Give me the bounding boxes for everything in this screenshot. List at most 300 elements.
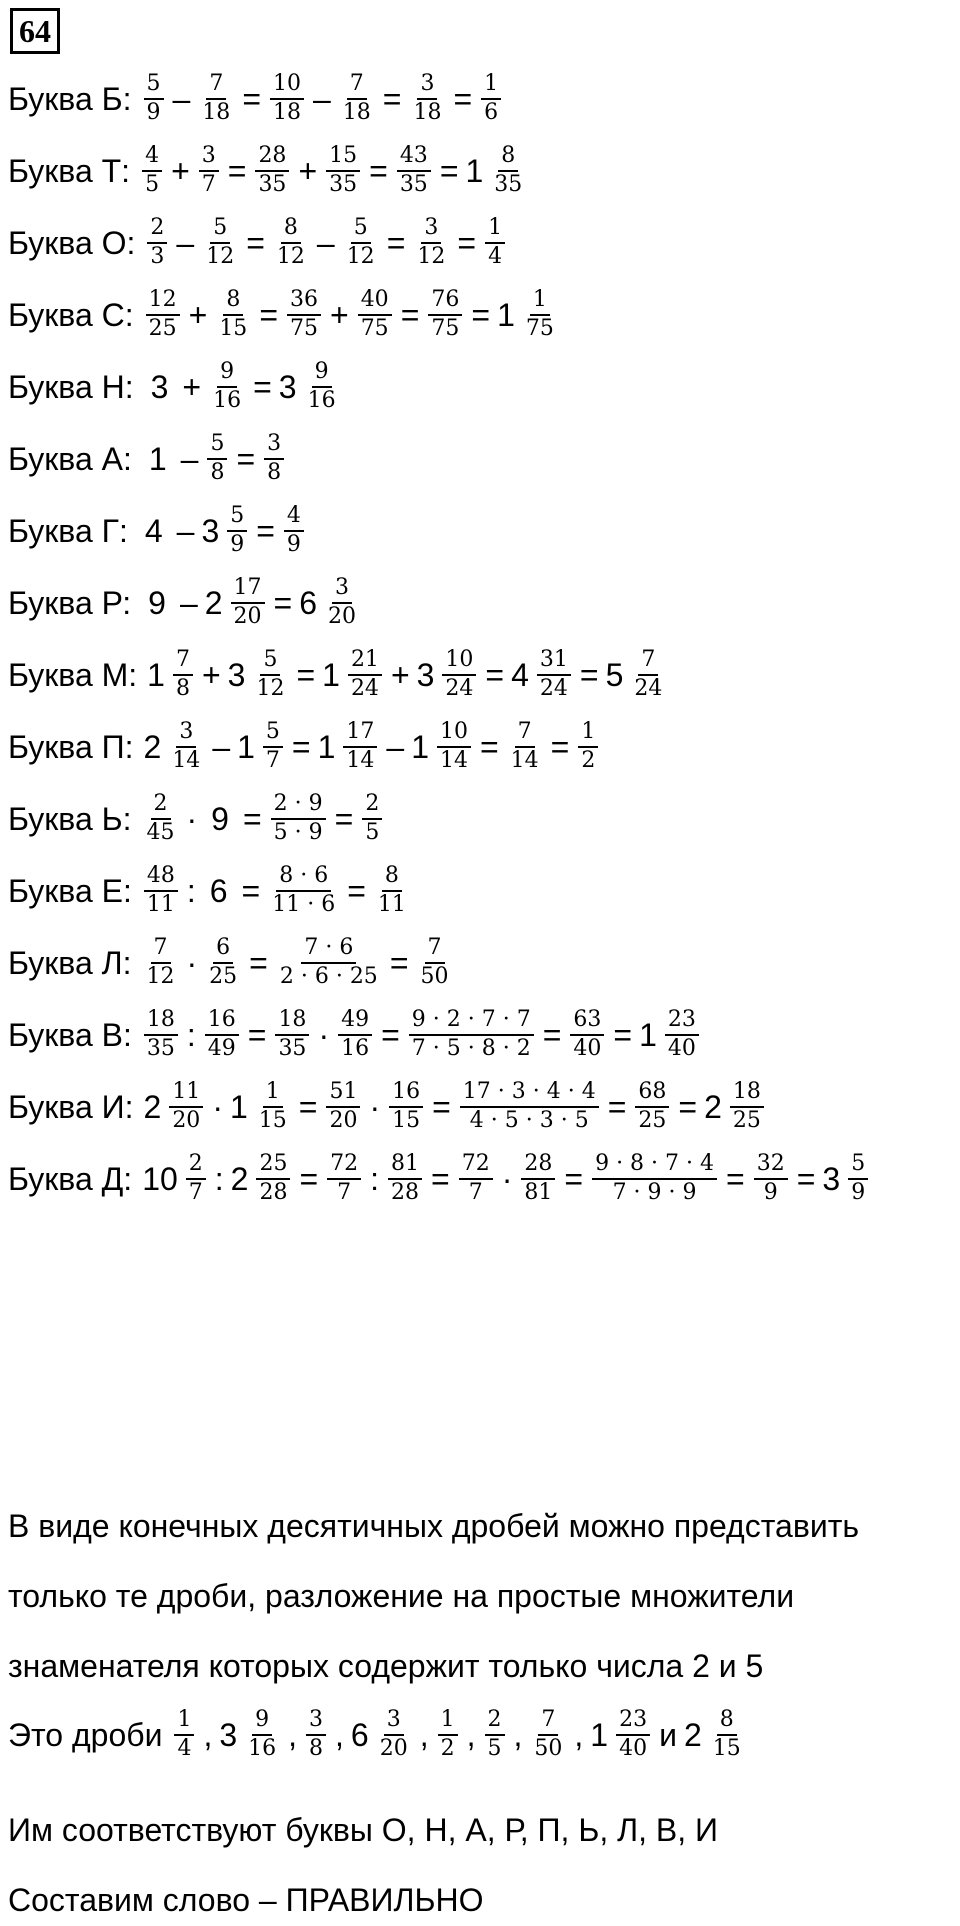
explanation-line-2: только те дроби, разложение на простые множители [8,1578,795,1614]
mixed-number [590,1708,652,1761]
numerator: 5 [210,216,230,244]
term: , [203,1716,213,1753]
fraction [338,1008,372,1061]
numerator: 4 [284,504,304,532]
numerator: 17 [343,720,377,748]
numerator: 16 [389,1080,423,1108]
operator: = [241,872,261,909]
fraction [409,1008,534,1061]
numerator: 8 · 6 [276,864,331,892]
operator: + [390,656,410,693]
explanation-line-1: В виде конечных десятичных дробей можно представить [8,1508,860,1544]
whole-part: 2 [230,1160,249,1197]
operator: = [273,584,293,621]
numerator: 7 [515,720,535,748]
fraction [169,1080,203,1133]
operator: : [214,1160,224,1197]
fraction [481,72,501,125]
denominator: 50 [534,1736,563,1761]
mixed-number [299,576,361,629]
fraction [269,864,338,917]
mixed-number [417,648,479,701]
numerator: 72 [327,1152,361,1180]
mixed-number [144,1080,206,1133]
letter-label: Буква И: [8,1088,134,1125]
operator: · [318,1016,330,1053]
denominator: 5 [365,820,380,845]
numerator: 3 [421,216,441,244]
whole-part: 3 [416,656,435,693]
denominator: 14 [510,748,539,773]
numerator: 1 [578,720,598,748]
numerator: 5 [351,216,371,244]
whole-part: 2 [683,1716,702,1753]
mixed-number [219,1708,281,1761]
numerator: 3 [384,1708,404,1736]
operator: = [439,152,459,189]
fraction [508,720,542,773]
fraction [389,1080,423,1133]
numerator: 18 [144,1008,178,1036]
term: , [288,1716,298,1753]
operator: · [369,1088,381,1125]
fraction [287,288,321,341]
fraction [253,648,287,701]
operator: + [330,296,349,333]
mixed-number [351,1708,413,1761]
numerator: 10 [270,72,304,100]
fraction [144,936,178,989]
letter-label: Буква Г: [8,512,128,549]
whole-part: 2 [143,728,162,765]
whole-part: 2 [204,584,223,621]
fraction [485,1708,505,1761]
fraction [210,360,244,413]
operator: – [176,224,195,261]
numerator: 31 [537,648,571,676]
denominator: 25 [638,1108,667,1133]
fraction [325,576,359,629]
denominator: 14 [346,748,375,773]
fraction [410,72,444,125]
mixed-number [279,360,341,413]
denominator: 20 [329,1108,358,1133]
whole-part: 1 [229,1088,248,1125]
denominator: 7 · 5 · 8 · 2 [411,1036,531,1061]
operator: – [172,80,191,117]
numerator: 81 [388,1152,422,1180]
numerator: 9 [217,360,237,388]
operator: = [579,656,599,693]
numerator: 40 [358,288,392,316]
numerator: 43 [397,144,431,172]
denominator: 18 [273,100,301,125]
numerator: 5 [144,72,164,100]
operator: = [432,1088,451,1125]
fractions-line [8,1690,746,1780]
fraction [206,936,240,989]
numerator: 2 [186,1152,206,1180]
denominator: 35 [399,172,428,197]
operator: : [186,872,196,909]
denominator: 12 [276,244,305,269]
numerator: 7 [538,1708,558,1736]
denominator: 8 [210,460,225,485]
mixed-number [411,720,473,773]
fraction [146,288,180,341]
letter-label: Буква Л: [8,944,132,981]
fraction [263,720,283,773]
fraction [635,1080,669,1133]
letter-label: Буква Е: [8,872,132,909]
denominator: 2 · 6 · 25 [279,964,378,989]
fraction [521,1152,555,1205]
operator: = [256,512,275,549]
fraction [437,720,471,773]
whole-part: 5 [605,656,624,693]
whole-part: 10 [142,1160,178,1197]
numerator: 2 [147,216,167,244]
operator: = [796,1160,816,1197]
denominator: 35 [146,1036,175,1061]
fraction [186,1152,206,1205]
fraction [523,288,557,341]
numerator: 7 [151,936,171,964]
mixed-number [684,1708,746,1761]
whole-part: 4 [511,656,529,693]
fraction [144,864,178,917]
numerator: 21 [348,648,382,676]
denominator: 25 [148,316,177,341]
fraction [459,1152,493,1205]
numerator: 11 [169,1080,203,1108]
letter-label: Буква Б: [8,80,132,117]
operator: = [381,1016,400,1053]
operator: = [259,296,278,333]
numerator: 9 [312,360,332,388]
numerator: 7 [347,72,367,100]
operator: = [453,80,473,117]
fraction [592,1152,717,1205]
term: , [574,1716,584,1753]
numerator: 15 [326,144,360,172]
denominator: 15 [392,1108,421,1133]
fraction [147,216,167,269]
fraction [270,72,304,125]
mixed-number [318,720,380,773]
letter-label: Буква А: [8,440,132,477]
numerator: 7 [425,936,445,964]
numerator: 5 [263,720,283,748]
whole-part: 1 [411,728,429,765]
operator: = [242,80,261,117]
denominator: 8 [309,1736,324,1761]
fraction [460,1080,599,1133]
fraction [388,1152,422,1205]
operator: = [457,224,477,261]
denominator: 20 [233,604,262,629]
letters-line: Им соответствуют буквы О, Н, А, Р, П, Ь, Л, В, И [8,1812,719,1848]
operator: = [479,728,499,765]
fraction [306,1708,326,1761]
numerator: 8 [223,288,243,316]
operator: – [313,80,331,117]
mixed-number [228,648,290,701]
numerator: 28 [255,144,289,172]
fraction [343,720,377,773]
fraction [340,72,374,125]
numerator: 2 [362,792,382,820]
numerator: 4 [142,144,162,172]
fraction [428,288,462,341]
denominator: 40 [573,1036,602,1061]
denominator: 9 [146,100,161,125]
numerator: 1 [174,1708,194,1736]
denominator: 12 [417,244,446,269]
fraction [174,1708,194,1761]
numerator: 76 [428,288,462,316]
whole-part: 3 [278,368,297,405]
operator: : [370,1160,380,1197]
term: 9 [211,800,229,837]
fraction [227,504,247,557]
fraction [848,1152,868,1205]
fraction [397,144,431,197]
numerator: 9 [252,1708,272,1736]
operator: – [180,440,199,477]
operator: = [227,152,247,189]
fraction [631,648,665,701]
fraction [438,1708,458,1761]
fraction [327,1152,361,1205]
letter-label: Буква Н: [8,368,134,405]
fraction [442,648,476,701]
fraction [231,576,265,629]
denominator: 7 [468,1180,483,1205]
denominator: 24 [445,676,474,701]
mixed-number [205,576,267,629]
denominator: 3 [150,244,165,269]
mixed-number [704,1080,766,1133]
numerator: 28 [521,1152,555,1180]
operator: = [431,1160,450,1197]
denominator: 18 [413,100,442,125]
denominator: 40 [619,1736,648,1761]
numerator: 48 [144,864,178,892]
denominator: 14 [439,748,468,773]
denominator: 9 [763,1180,778,1205]
answer-line: Составим слово – ПРАВИЛЬНО [8,1882,484,1918]
fraction [203,216,237,269]
fraction [578,720,598,773]
fraction [277,936,381,989]
numerator: 5 [260,648,280,676]
numerator: 5 [848,1152,868,1180]
fraction [255,144,289,197]
operator: = [347,872,366,909]
denominator: 16 [307,388,336,413]
denominator: 75 [431,316,460,341]
denominator: 35 [258,172,287,197]
whole-part: 3 [201,512,220,549]
fraction [531,1708,565,1761]
denominator: 45 [146,820,175,845]
operator: = [369,152,388,189]
explanation-line-3: знаменателя которых содержит только числа 2 и 5 [8,1648,764,1684]
numerator: 68 [635,1080,669,1108]
fraction [256,1152,290,1205]
numerator: 23 [665,1008,699,1036]
whole-part: 1 [317,728,336,765]
operator: – [316,224,335,261]
mixed-number [466,144,528,197]
numerator: 1 [438,1708,458,1736]
numerator: 2 [485,1708,505,1736]
letter-label: Буква Р: [8,584,132,621]
mixed-number [639,1008,701,1061]
denominator: 15 [712,1736,741,1761]
denominator: 75 [290,316,318,341]
whole-part: 2 [704,1088,722,1125]
denominator: 11 · 6 [272,892,336,917]
numerator: 3 [332,576,352,604]
operator: = [726,1160,745,1197]
operator: + [188,296,208,333]
term: 1 [148,440,167,477]
fraction [284,504,304,557]
whole-part: 6 [299,584,318,621]
numerator: 2 · 9 [271,792,326,820]
term: 6 [209,872,228,909]
denominator: 75 [525,316,554,341]
denominator: 2 [581,748,596,773]
operator: = [471,296,491,333]
numerator: 5 [227,504,247,532]
term: 9 [148,584,166,621]
denominator: 7 [265,748,280,773]
numerator: 17 [231,576,265,604]
numerator: 12 [146,288,180,316]
operator: = [382,80,402,117]
letter-label: Буква М: [8,656,138,693]
operator: – [212,728,231,765]
operator: = [613,1016,633,1053]
denominator: 35 [329,172,358,197]
numerator: 7 [206,72,226,100]
denominator: 24 [539,676,568,701]
fraction [570,1008,604,1061]
numerator: 2 [151,792,171,820]
numerator: 1 [263,1080,283,1108]
fraction [358,288,392,341]
denominator: 20 [172,1108,201,1133]
numerator: 51 [326,1080,360,1108]
denominator: 81 [524,1180,553,1205]
operator: – [179,584,198,621]
denominator: 7 [201,172,216,197]
operator: + [201,656,221,693]
denominator: 35 [278,1036,307,1061]
numerator: 72 [459,1152,493,1180]
letter-label: Буква Т: [8,152,131,189]
numerator: 32 [754,1152,788,1180]
denominator: 7 [188,1180,203,1205]
operator: + [182,368,202,405]
operator: = [607,1088,627,1125]
numerator: 3 [199,144,219,172]
denominator: 7 · 9 · 9 [612,1180,697,1205]
denominator: 2 [440,1736,455,1761]
whole-part: 3 [219,1716,238,1753]
fraction [245,1708,279,1761]
fraction [169,720,203,773]
mixed-number [822,1152,870,1205]
fraction [754,1152,788,1205]
denominator: 75 [360,316,389,341]
fraction [207,432,227,485]
fraction [491,144,525,197]
mixed-number [231,1152,293,1205]
numerator: 9 · 2 · 7 · 7 [409,1008,534,1036]
mixed-number [237,720,285,773]
fraction [144,792,178,845]
numerator: 8 [281,216,301,244]
fraction [256,1080,290,1133]
whole-part: 1 [639,1016,657,1053]
equation-line [8,1134,870,1224]
whole-part: 1 [497,296,515,333]
denominator: 9 [851,1180,866,1205]
denominator: 8 [175,676,190,701]
denominator: 12 [146,964,175,989]
term: , [335,1716,344,1753]
letter-label: Буква О: [8,224,136,261]
fraction [326,1080,360,1133]
denominator: 4 · 5 · 3 · 5 [469,1108,589,1133]
numerator: 3 [176,720,196,748]
mixed-number [144,720,206,773]
numerator: 3 [417,72,437,100]
operator: = [389,944,409,981]
fraction [205,1008,239,1061]
fraction [144,1008,178,1061]
denominator: 9 [286,532,301,557]
fraction [418,936,452,989]
fraction [142,144,162,197]
whole-part: 2 [143,1088,162,1125]
operator: : [186,1016,196,1053]
numerator: 7 [173,648,193,676]
numerator: 25 [256,1152,290,1180]
denominator: 7 [337,1180,352,1205]
mixed-number [511,648,573,701]
denominator: 16 [213,388,242,413]
fraction [274,216,308,269]
term: 3 [150,368,169,405]
operator: = [386,224,406,261]
numerator: 9 · 8 · 7 · 4 [592,1152,717,1180]
operator: = [236,440,256,477]
denominator: 12 [206,244,235,269]
whole-part: 1 [147,656,165,693]
whole-part: 1 [322,656,340,693]
operator: = [247,1016,267,1053]
task-number: 64 [10,8,60,54]
operator: = [253,368,272,405]
denominator: 35 [494,172,523,197]
letter-label: Буква П: [8,728,134,765]
denominator: 5 · 9 [273,820,323,845]
